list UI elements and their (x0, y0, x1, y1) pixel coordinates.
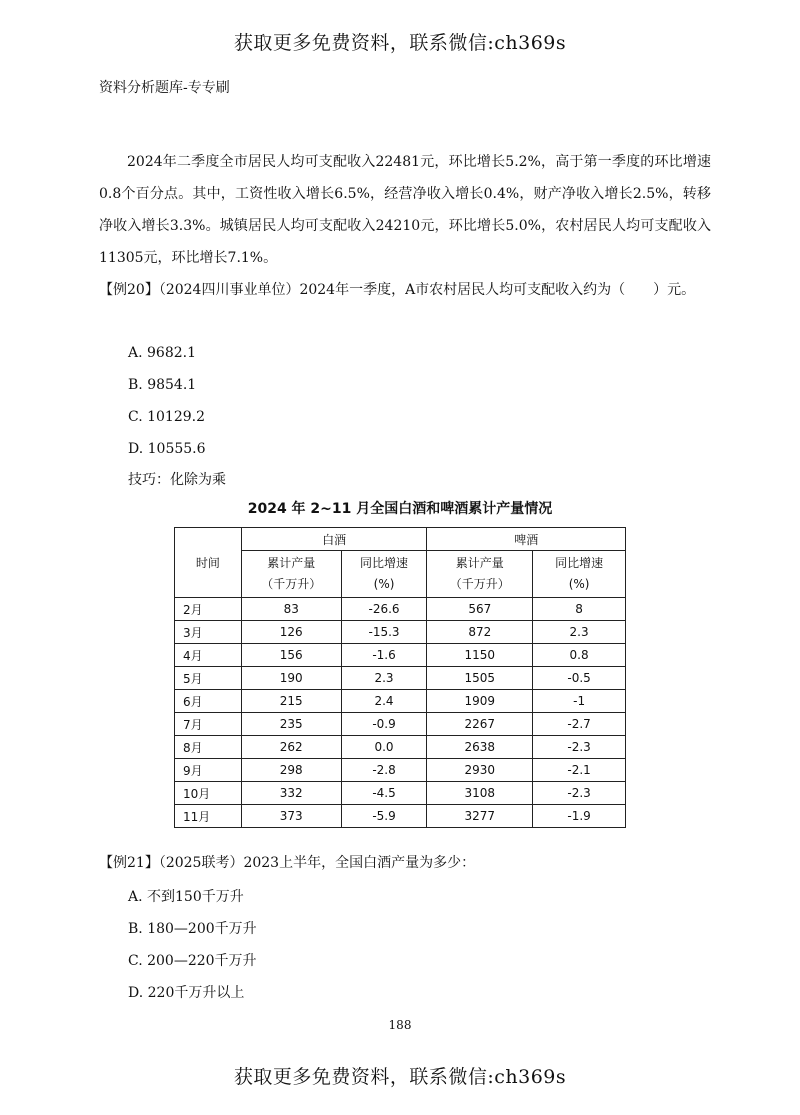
table-cell: 6月 (175, 690, 242, 713)
table-cell: 2月 (175, 598, 242, 621)
table-cell: 0.8 (533, 644, 626, 667)
q20-option-a: A. 9682.1 (128, 345, 196, 361)
q21-option-d: D. 220千万升以上 (128, 985, 245, 1001)
table-cell: 2930 (427, 759, 533, 782)
table-row (175, 598, 626, 621)
table-cell: 10月 (175, 782, 242, 805)
table-row (175, 805, 626, 828)
table-cell: 2.3 (341, 667, 427, 690)
table-row (175, 644, 626, 667)
table-cell: 872 (427, 621, 533, 644)
table-cell: 332 (241, 782, 341, 805)
q20-tip: 技巧：化除为乘 (128, 472, 226, 488)
table-row (175, 621, 626, 644)
table-cell: 262 (241, 736, 341, 759)
table-row (175, 690, 626, 713)
table-cell: -5.9 (341, 805, 427, 828)
table-row (175, 667, 626, 690)
passage-paragraph: 2024年二季度全市居民人均可支配收入22481元，环比增长5.2%，高于第一季度的环比增速0.8个百分点。其中，工资性收入增长6.5%，经营净收入增长0.4%，财产净收入增长2.5%，转移净收入增长3.3%。城镇居民人均可支配收入24210元，环比增长5.0%，农村居民人均可支配收入11305元，环比增长7.1%。 (99, 154, 711, 266)
table-cell: 1150 (427, 644, 533, 667)
table-cell: -2.1 (533, 759, 626, 782)
page-number: 188 (388, 1018, 412, 1032)
table-cell: 8 (533, 598, 626, 621)
table-cell: -0.9 (341, 713, 427, 736)
table-cell: 83 (241, 598, 341, 621)
table-row (175, 759, 626, 782)
q20-option-d: D. 10555.6 (128, 441, 206, 457)
table-cell: -4.5 (341, 782, 427, 805)
table-cell: 9月 (175, 759, 242, 782)
table-cell: -15.3 (341, 621, 427, 644)
q21-option-a: A. 不到150千万升 (128, 889, 244, 905)
table-cell: 156 (241, 644, 341, 667)
table-row (175, 713, 626, 736)
sub-header-pijiu-growth: 同比增速 (%) (533, 551, 626, 598)
table-cell: 2.3 (533, 621, 626, 644)
table-row (175, 782, 626, 805)
q20-option-b: B. 9854.1 (128, 377, 197, 393)
table-cell: 2638 (427, 736, 533, 759)
table-cell: -2.8 (341, 759, 427, 782)
question-20-text: 【例20】（2024四川事业单位）2024年一季度，A市农村居民人均可支配收入约为（ ）元。 (99, 282, 696, 298)
table-cell: -26.6 (341, 598, 427, 621)
table-cell: 298 (241, 759, 341, 782)
table-cell: -2.7 (533, 713, 626, 736)
table-cell: 1505 (427, 667, 533, 690)
top-watermark-banner: 获取更多免费资料，联系微信:ch369s (233, 32, 567, 54)
table-cell: 235 (241, 713, 341, 736)
table-cell: 11月 (175, 805, 242, 828)
group-header-baijiu: 白酒 (241, 528, 427, 551)
col-time-header: 时间 (175, 528, 242, 598)
table-cell: 567 (427, 598, 533, 621)
table-title: 2024 年 2~11 月全国白酒和啤酒累计产量情况 (247, 501, 553, 517)
table-cell: -0.5 (533, 667, 626, 690)
table-cell: 3277 (427, 805, 533, 828)
q21-option-c: C. 200—220千万升 (128, 953, 257, 969)
table-cell: -1.6 (341, 644, 427, 667)
question-21-text: 【例21】（2025联考）2023上半年，全国白酒产量为多少： (99, 855, 476, 871)
table-cell: 4月 (175, 644, 242, 667)
group-header-pijiu: 啤酒 (427, 528, 626, 551)
q21-option-b: B. 180—200千万升 (128, 921, 257, 937)
table-cell: 5月 (175, 667, 242, 690)
table-cell: 7月 (175, 713, 242, 736)
table-cell: -2.3 (533, 736, 626, 759)
table-cell: 3月 (175, 621, 242, 644)
table-cell: 3108 (427, 782, 533, 805)
table-row (175, 736, 626, 759)
sub-header-baijiu-output: 累计产量 （千万升） (241, 551, 341, 598)
table-cell: 126 (241, 621, 341, 644)
table-cell: -2.3 (533, 782, 626, 805)
table-cell: 373 (241, 805, 341, 828)
table-cell: 2.4 (341, 690, 427, 713)
table-cell: 0.0 (341, 736, 427, 759)
table-cell: -1 (533, 690, 626, 713)
table-cell: 215 (241, 690, 341, 713)
bottom-watermark-banner: 获取更多免费资料，联系微信:ch369s (233, 1066, 567, 1088)
production-table (174, 527, 626, 828)
table-cell: 8月 (175, 736, 242, 759)
header-label: 资料分析题库-专专刷 (99, 80, 230, 96)
sub-header-pijiu-output: 累计产量 （千万升） (427, 551, 533, 598)
table-cell: 190 (241, 667, 341, 690)
table-cell: -1.9 (533, 805, 626, 828)
q20-option-c: C. 10129.2 (128, 409, 206, 425)
table-cell: 2267 (427, 713, 533, 736)
sub-header-baijiu-growth: 同比增速 (%) (341, 551, 427, 598)
table-cell: 1909 (427, 690, 533, 713)
